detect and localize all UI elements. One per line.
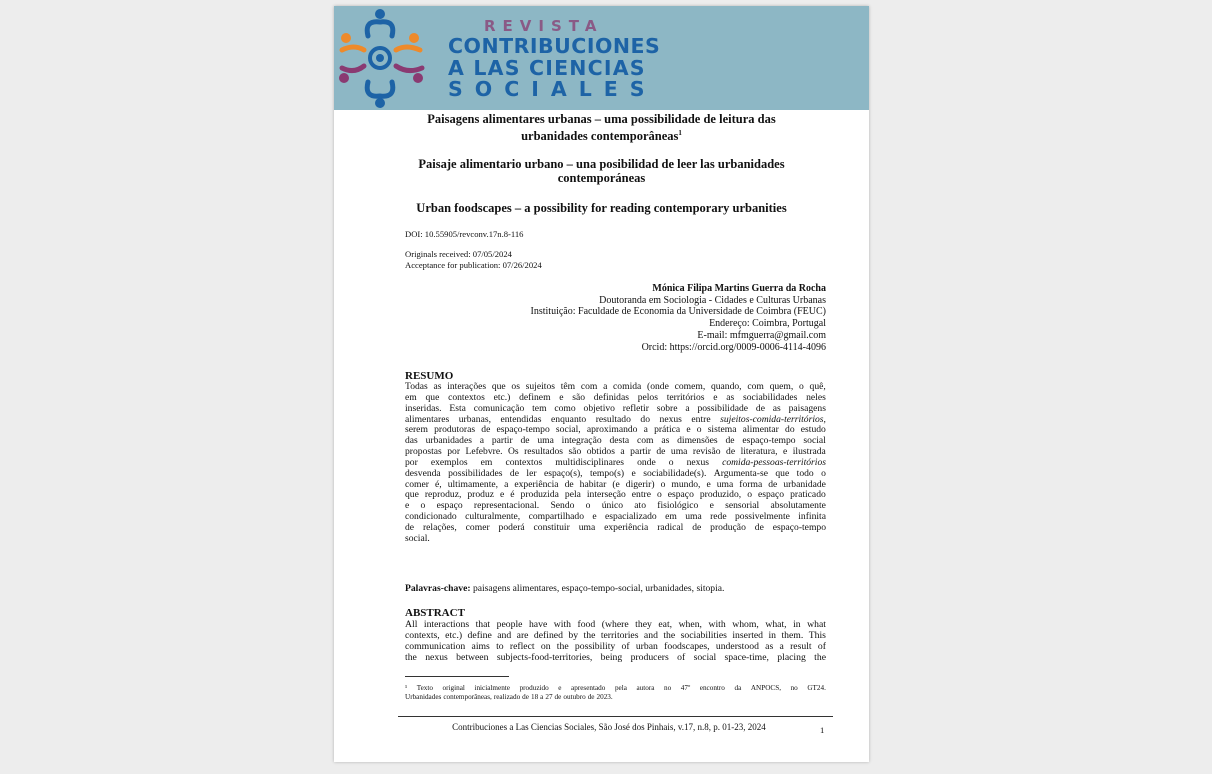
text-line: Urbanidades contemporâneas, realizado de 18 a 27 de outubro de 2023.	[405, 693, 613, 701]
text-line: desvenda possibilidades de ler espaço(s), tempo(s) e sociabilidade(s). Argumenta-se que todo o	[405, 467, 826, 479]
masthead-revista: REVISTA	[484, 17, 604, 35]
author-block	[404, 283, 826, 353]
text-line: condicionado culturalmente, compartilhado e espacializado em uma rede possivelmente infinita	[405, 511, 826, 523]
text-line: comer é, ultimamente, a experiência de habitar (e digerir) o mundo, e uma forma de urbanidade	[405, 478, 826, 490]
document-page	[334, 6, 869, 762]
text-line: contexts, etc.) define and are defined by the territories and the sociabilities inserted in them. This	[405, 629, 826, 641]
masthead-line-3: SOCIALES	[448, 77, 657, 101]
footer-citation: Contribuciones a Las Ciencias Sociales, São José dos Pinhais, v.17, n.8, p. 01-23, 2024	[452, 722, 766, 732]
text-line: propostas por Lefebvre. Os resultados são obtidos a partir de uma revisão de literatura, e ilustrada	[405, 446, 826, 458]
text-line: inseridas. Esta comunicação tem como objetivo refletir sobre a possibilidade de as paisagens	[405, 402, 826, 414]
page-number: 1	[820, 725, 825, 735]
text-line: the nexus between subjects-food-territories, being producers of social space-time, placing the	[405, 651, 826, 663]
text-line: communication aims to reflect on the possibility of urban foodscapes, understood as a result of	[405, 640, 826, 652]
text-line: Todas as interações que os sujeitos têm com a comida (onde comem, quando, com quem, o quê,	[405, 381, 826, 392]
title-es-line-1: Paisaje alimentario urbano – una posibilidad de leer las urbanidades	[418, 157, 785, 171]
title-portuguese	[404, 112, 799, 143]
keywords-text: paisagens alimentares, espaço-tempo-social, urbanidades, sitopia.	[470, 583, 725, 594]
author-institution: Instituição: Faculdade de Economia da Universidade de Coimbra (FEUC)	[530, 306, 826, 318]
author-email: E-mail: mfmguerra@gmail.com	[697, 329, 826, 341]
journal-banner	[334, 6, 869, 110]
masthead-line-2: A LAS CIENCIAS	[448, 56, 646, 80]
author-orcid: Orcid: https://orcid.org/0009-0006-4114-4096	[641, 341, 826, 353]
text-line: e o espaço representacional. Sendo o único ato fisiológico e sensorial absolutamente	[405, 500, 826, 512]
author-address: Endereço: Coimbra, Portugal	[709, 318, 826, 330]
people-around-globe-icon	[334, 6, 434, 110]
masthead-line-1: CONTRIBUCIONES	[448, 34, 661, 58]
title-pt-line-1: Paisagens alimentares urbanas – uma possibilidade de leitura das	[427, 112, 776, 126]
footer-divider	[398, 716, 833, 717]
title-english: Urban foodscapes – a possibility for reading contemporary urbanities	[416, 201, 787, 215]
resumo-body	[405, 382, 826, 545]
received-date: Originals received: 07/05/2024	[405, 249, 512, 259]
text-line: das urbanidades a partir de uma integração desta com as dimensões de espaço-tempo social	[405, 435, 826, 447]
text-line: alimentares urbanas, entendidas enquanto resultado do nexus entre sujeitos-comida-territórios,	[405, 413, 826, 425]
text-line: serem produtoras de espaço-tempo social, aproximando a prática e o sistema alimentar do estudo	[405, 424, 826, 436]
resumo-heading: RESUMO	[405, 370, 454, 382]
title-es-line-2: contemporáneas	[557, 171, 646, 185]
abstract-heading: ABSTRACT	[405, 607, 465, 619]
footnote-marker: 1	[678, 129, 682, 137]
title-spanish	[404, 157, 799, 185]
keywords	[405, 583, 724, 594]
abstract-body	[405, 620, 826, 663]
text-line: ¹ Texto original inicialmente produzido e apresentado pela autora no 47º encontro da ANPOCS, no GT24.	[405, 684, 826, 692]
acceptance-date: Acceptance for publication: 07/26/2024	[405, 260, 542, 270]
title-pt-line-2: urbanidades contemporâneas	[521, 129, 679, 144]
keywords-label: Palavras-chave:	[405, 583, 471, 594]
text-line: que reproduz, produz e é produzida pela interseção entre o espaço produzido, o espaço praticado	[405, 489, 826, 501]
footnote-divider	[405, 676, 509, 677]
text-line: de relações, comer poderá constituir uma experiência radical de produção de espaço-tempo	[405, 521, 826, 533]
text-line: All interactions that people have with food (where they eat, when, with whom, what, in what	[405, 619, 826, 630]
footnote	[405, 684, 826, 702]
text-line: em que contextos etc.) definem e são definidas pelos territórios e as sociabilidades neles	[405, 391, 826, 403]
text-line: por exemplos em contextos multidisciplinares onde o nexus comida-pessoas-territórios	[405, 456, 826, 468]
doi: DOI: 10.55905/revconv.17n.8-116	[405, 229, 524, 239]
text-line: social.	[405, 532, 430, 544]
author-degree: Doutoranda em Sociologia - Cidades e Culturas Urbanas	[599, 294, 826, 306]
author-name: Mónica Filipa Martins Guerra da Rocha	[652, 283, 826, 294]
